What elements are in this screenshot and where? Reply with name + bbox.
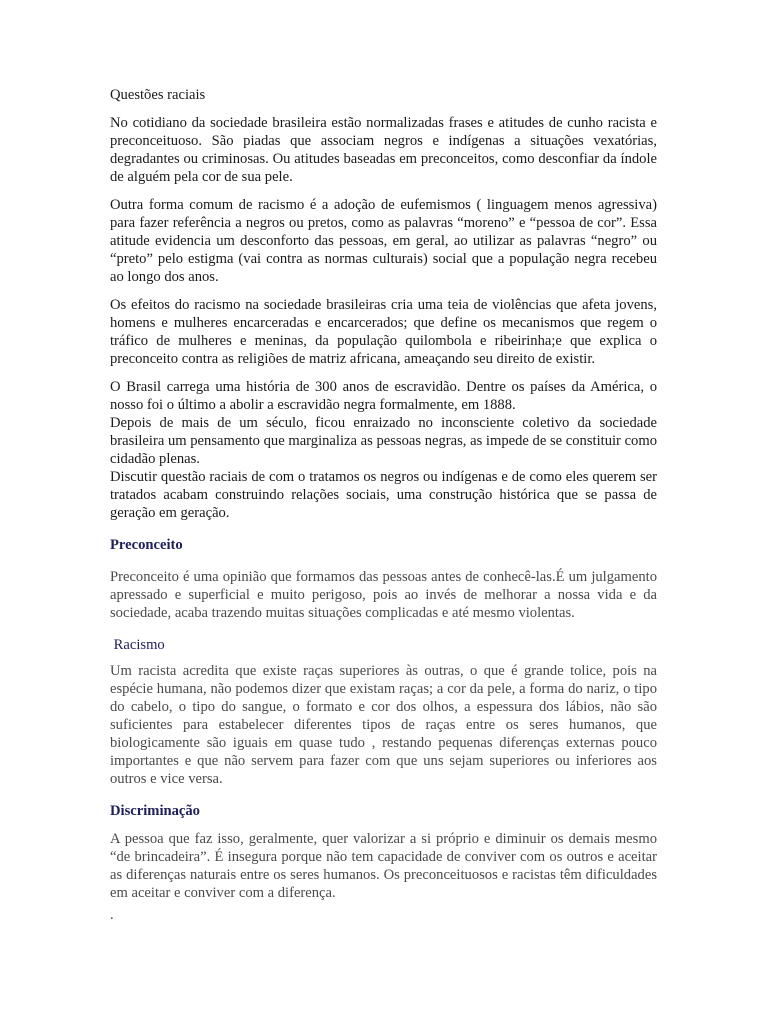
paragraph-inconsciente: Depois de mais de um século, ficou enraizado no inconsciente coletivo da sociedade brasileira um pensamento que marginaliza as pessoas negras, as impede de se constituir como cidadão plenas.: [110, 415, 657, 467]
paragraph-escravidao: O Brasil carrega uma história de 300 anos de escravidão. Dentre os países da América, o nosso foi o último a abolir a escravidão negra formalmente, em 1888.: [110, 379, 657, 413]
trailing-period: .: [110, 907, 114, 923]
paragraph-cotidiano: No cotidiano da sociedade brasileira estão normalizadas frases e atitudes de cunho racista e preconceituoso. São piadas que associam negros e indígenas a situações vexatórias, degradantes ou criminosas. Ou atitudes baseadas em preconceitos, como desconfiar da índole de alguém pela cor de sua pele.: [110, 115, 657, 185]
document-page: [110, 86, 657, 924]
heading-racismo: Racismo: [110, 637, 165, 653]
paragraph-racismo: Um racista acredita que existe raças superiores às outras, o que é grande tolice, pois na espécie humana, não podemos dizer que existam raças; a cor da pele, a forma do nariz, o tipo do cabelo, o tipo do sangue, o formato e cor dos olhos, a espessura dos lábios, não são suficientes para estabelecer diferentes tipos de raças entre os seres humanos, que biologicamente são iguais em quase tudo , restando pequenas diferenças externas pouco importantes e que não servem para fazer com que uns sejam superiores ou inferiores aos outros e vice versa.: [110, 663, 657, 787]
heading-discriminacao: Discriminação: [110, 803, 200, 819]
heading-preconceito: Preconceito: [110, 537, 183, 553]
paragraph-discriminacao: A pessoa que faz isso, geralmente, quer valorizar a si próprio e diminuir os demais mesmo “de brincadeira”. É insegura porque não tem capacidade de conviver com os outros e aceitar as diferenças naturais entre os seres humanos. Os preconceituosos e racistas têm dificuldades em aceitar e conviver com a diferença.: [110, 831, 657, 901]
paragraph-discutir: Discutir questão raciais de com o tratamos os negros ou indígenas e de como eles querem ser tratados acabam construindo relações sociais, uma construção histórica que se passa de geração em geração.: [110, 469, 657, 521]
paragraph-eufemismos: Outra forma comum de racismo é a adoção de eufemismos ( linguagem menos agressiva) para fazer referência a negros ou pretos, como as palavras “moreno” e “pessoa de cor”. Essa atitude evidencia um desconforto das pessoas, em geral, ao utilizar as palavras “negro” ou “preto” pelo estigma (vai contra as normas culturais) social que a população negra recebeu ao longo dos anos.: [110, 197, 657, 285]
paragraph-efeitos-racismo: Os efeitos do racismo na sociedade brasileiras cria uma teia de violências que afeta jovens, homens e mulheres encarceradas e encarcerados; que define os mecanismos que regem o tráfico de mulheres e meninas, da população quilombola e ribeirinha;e que explica o preconceito contra as religiões de matriz africana, ameaçando seu direito de existir.: [110, 297, 657, 367]
paragraph-preconceito: Preconceito é uma opinião que formamos das pessoas antes de conhecê-las.É um julgamento apressado e superficial e muito perigoso, pois ao invés de melhorar a nossa vida e da sociedade, acaba trazendo muitas situações complicadas e até mesmo violentas.: [110, 569, 657, 621]
document-title: Questões raciais: [110, 87, 206, 103]
